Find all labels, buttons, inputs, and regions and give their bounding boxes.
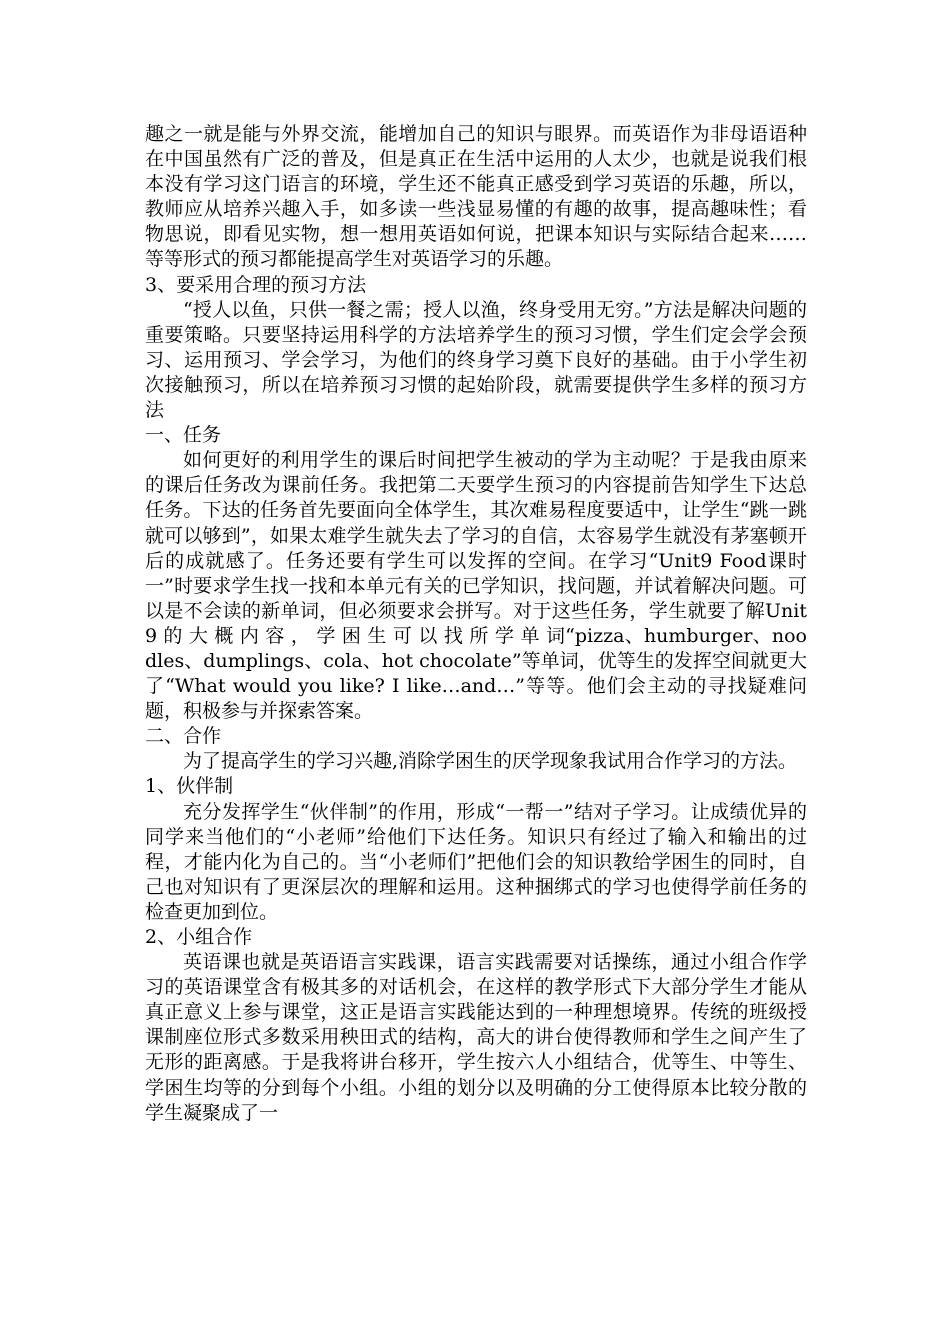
subsection-heading-group: 2、小组合作 [145,926,253,948]
paragraph-preview-method: “授人以鱼，只供一餐之需；授人以渔，终身受用无穷。”方法是解决问题的重要策略。只要坚持运用科学的方法培养学生的预习习惯，学生们定会学会预习、运用预习、学会学习，为他们的终身学习奠下良好的基础。由于小学生初次接触预习，所以在培养预习习惯的起始阶段，就需要提供学生多样的预习方法 [145,298,807,422]
subsection-heading-partner: 1、伙伴制 [145,775,234,798]
paragraph-group: 英语课也就是英语语言实践课，语言实践需要对话操练，通过小组合作学习的英语课堂含有极其多的对话机会，在这样的教学形式下大部分学生才能从真正意义上参与课堂，这正是语言实践能达到的一种理想境界。传统的班级授课制座位形式多数采用秧田式的结构，高大的讲台使得教师和学生之间产生了无形的距离感。于是我将讲台移开，学生按六人小组结合，优等生、中等生、学困生均等的分到每个小组。小组的划分以及明确的分工使得原本比较分散的学生凝聚成了一 [145,951,807,1124]
document-body [145,122,807,1126]
paragraph-intro: 趣之一就是能与外界交流，能增加自己的知识与眼界。而英语作为非母语语种在中国虽然有广泛的普及，但是真正在生活中运用的人太少，也就是说我们根本没有学习这门语言的环境，学生还不能真正感受到学习英语的乐趣，所以，教师应从培养兴趣入手，如多读一些浅显易懂的有趣的故事，提高趣味性；看物思说，即看见实物，想一想用英语如何说，把课本知识与实际结合起来……等等形式的预习都能提高学生对英语学习的乐趣。 [145,123,807,271]
section-heading-task: 一、任务 [145,424,222,447]
paragraph-task: 如何更好的利用学生的课后时间把学生被动的学为主动呢？于是我由原来的课后任务改为课前任务。我把第二天要学生预习的内容提前告知学生下达总任务。下达的任务首先要面向全体学生，其次难易程度要适中，让学生“跳一跳就可以够到”，如果太难学生就失去了学习的自信，太容易学生就没有茅塞顿开后的成就感了。任务还要有学生可以发挥的空间。在学习“Unit9 Food课时一”时要求学生找一找和本单元有关的已学知识，找问题，并试着解决问题。可以是不会读的新单词，但必须要求会拼写。对于这些任务，学生就要了解Unit9 的 大 概 内 容 ， 学 困 生 可 以 找 所 学 单 词“pizza、humburger、noodles、dumplings、cola、hot chocolate”等单词，优等生的发挥空间就更大了“What would you like? I like…and…”等等。他们会主动的寻找疑难问题，积极参与并探索答案。 [145,449,807,723]
section-heading-preview-method: 3、要采用合理的预习方法 [145,273,367,296]
paragraph-partner: 充分发挥学生“伙伴制”的作用，形成“一帮一”结对子学习。让成绩优异的同学来当他们的“小老师”给他们下达任务。知识只有经过了输入和输出的过程，才能内化为自己的。当“小老师们”把他们会的知识教给学困生的同时，自己也对知识有了更深层次的理解和运用。这种捆绑式的学习也使得学前任务的检查更加到位。 [145,800,807,923]
section-heading-cooperation: 二、合作 [145,725,222,748]
paragraph-cooperation: 为了提高学生的学习兴趣,消除学困生的厌学现象我试用合作学习的方法。 [183,750,798,773]
